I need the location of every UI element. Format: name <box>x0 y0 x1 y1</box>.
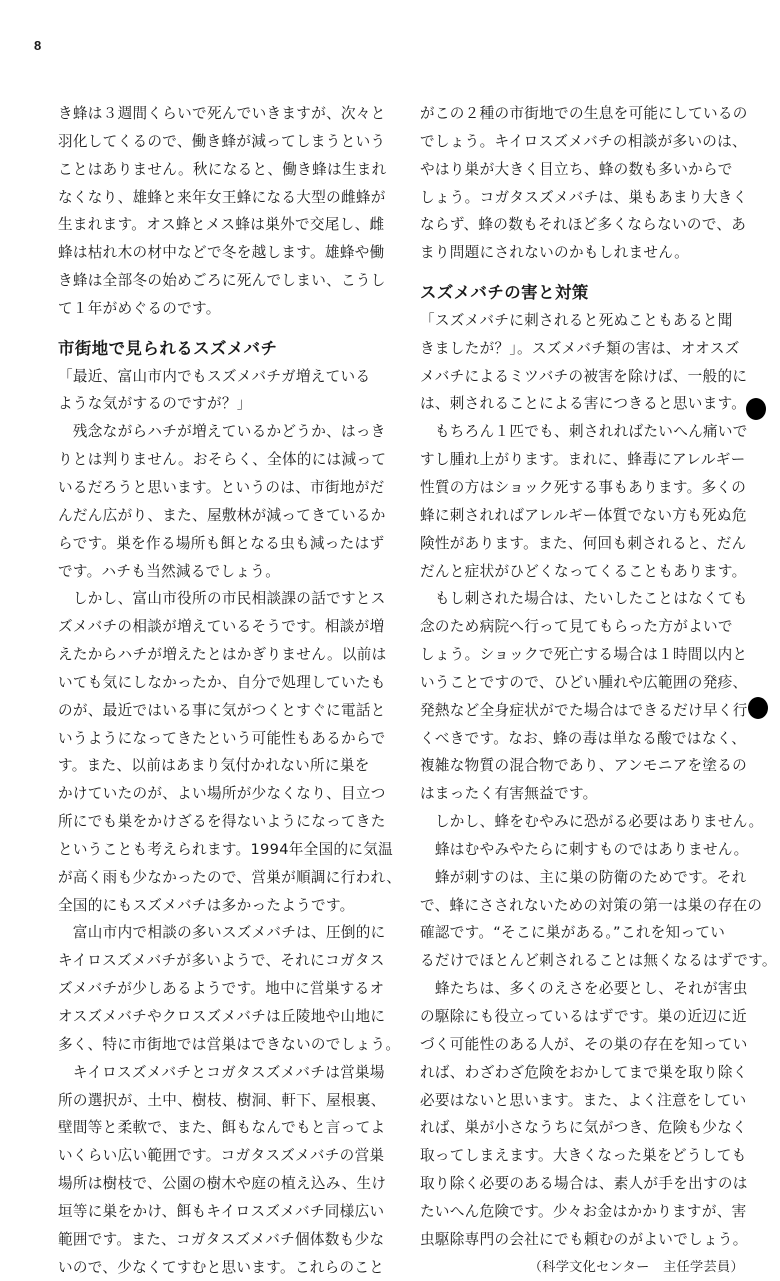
punch-hole <box>748 697 768 719</box>
text-line: 残念ながらハチが増えているかどうか、はっき <box>58 423 386 441</box>
author-credit: （科学文化センター 主任学芸員） <box>528 1259 744 1275</box>
text-line: しょう。ショックで死亡する場合は１時間以内と <box>420 646 748 664</box>
text-line: 垣等に巣をかけ、餌もキイロスズメバチ同様広い <box>58 1202 385 1220</box>
text-line: がこの２種の市街地での生息を可能にしているの <box>420 105 748 122</box>
text-line: 複雑な物質の混合物であり、アンモニアを塗るの <box>420 757 748 775</box>
text-line: いうことですので、ひどい腫れや広範囲の発疹、 <box>420 673 748 691</box>
text-line: 範囲です。また、コガタスズメバチ個体数も少な <box>58 1230 385 1248</box>
text-line: 場所は樹枝で、公園の樹木や庭の植え込み、生け <box>58 1175 387 1193</box>
section-heading: 市街地で見られるスズメバチ <box>58 338 278 358</box>
text-line: れば、わざわざ危険をおかしてまで巣を取り除く <box>420 1063 748 1081</box>
text-line: 多く、特に市街地では営巣はできないのでしょう。 <box>58 1035 401 1053</box>
text-line: だんと症状がひどくなってくることもあります。 <box>420 562 747 580</box>
text-line: き蜂は３週間くらいで死んでいきますが、次々と <box>58 105 386 122</box>
text-line: 蜂はむやみやたらに刺すものではありません。 <box>420 840 749 858</box>
text-line: は、刺されることによる害につきると思います。 <box>420 395 747 413</box>
text-line: づく可能性のある人が、その巣の存在を知ってい <box>420 1035 748 1053</box>
text-line: キイロスズメバチとコガタスズメバチは営巣場 <box>58 1063 385 1081</box>
punch-hole <box>746 398 766 420</box>
text-line: しかし、蜂をむやみに恐がる必要はありません。 <box>420 813 764 831</box>
text-line: 「スズメバチに刺されると死ぬこともあると聞 <box>420 311 733 329</box>
page-number: 8 <box>34 38 42 53</box>
text-line: らです。巣を作る場所も餌となる虫も減ったはず <box>58 534 385 552</box>
text-line: 確認です。“そこに巣がある。”これを知ってい <box>420 924 726 942</box>
text-line: オスズメバチやクロスズメバチは丘陵地や山地に <box>58 1008 386 1025</box>
text-line: きましたが？」。スズメバチ類の害は、オオスズ <box>420 339 740 357</box>
text-line: キイロスズメバチが多いようで、それにコガタス <box>58 952 385 970</box>
text-line: 取り除く必要のある場合は、素人が手を出すのは <box>420 1175 748 1193</box>
text-line: 念のため病院へ行って見てもらった方がよいで <box>420 618 733 636</box>
text-line: 虫駆除専門の会社にでも頼むのがよいでしょう。 <box>420 1230 748 1248</box>
text-line: 「最近、富山市内でもスズメバチガ増えている <box>58 367 371 385</box>
text-line: です。ハチも当然減るでしょう。 <box>58 562 281 580</box>
text-line: でしょう。キイロスズメバチの相談が多いのは、 <box>420 132 747 150</box>
text-line: もちろん１匹でも、刺されればたいへん痛いで <box>420 423 748 441</box>
text-line: ズメバチの相談が増えているそうです。相談が増 <box>58 618 385 636</box>
text-line: す。また、以前はあまり気付かれない所に巣を <box>58 757 370 775</box>
text-line: まり問題にされないのかもしれません。 <box>420 244 689 262</box>
text-line: くべきです。なお、蜂の毒は単なる酸ではなく、 <box>420 729 747 747</box>
text-line: たいへん危険です。少々お金はかかりますが、害 <box>420 1202 747 1220</box>
text-line: 全国的にもスズメバチは多かったようです。 <box>58 896 355 914</box>
text-line: き蜂は全部冬の始めごろに死んでしまい、こうし <box>58 272 386 290</box>
text-line: 富山市内で相談の多いスズメバチは、圧倒的に <box>58 924 386 942</box>
text-line: 所の選択が、土中、樹枝、樹洞、軒下、屋根裏、 <box>58 1091 386 1109</box>
text-line: しょう。コガタスズメバチは、巣もあまり大きく <box>420 188 748 206</box>
text-line: 蜂に刺されればアレルギー体質でない方も死ぬ危 <box>420 506 747 524</box>
text-line: 性質の方はショック死する事もあります。多くの <box>420 478 747 496</box>
text-line: なくなり、雄蜂と来年女王蜂になる大型の雌蜂が <box>58 188 386 206</box>
section-heading: スズメバチの害と対策 <box>420 283 589 303</box>
text-line: 取ってしまえます。大きくなった巣をどうしても <box>420 1147 747 1165</box>
text-line: のが、最近ではいる事に気がつくとすぐに電話と <box>58 701 386 719</box>
text-line: ズメバチが少しあるようです。地中に営巣するオ <box>58 980 385 998</box>
right-column <box>420 100 777 1281</box>
text-line: いので、少なくてすむと思います。これらのこと <box>58 1258 385 1276</box>
text-line: ということも考えられます。1994年全国的に気温 <box>58 840 394 858</box>
text-line: が高く雨も少なかったので、営巣が順調に行われ、 <box>58 868 402 886</box>
text-line: 壁間等と柔軟で、また、餌もなんでもと言ってよ <box>58 1119 386 1137</box>
text-line: すし腫れ上がります。まれに、蜂毒にアレルギー <box>420 451 746 469</box>
paragraph-gap <box>58 323 395 335</box>
text-line: て１年がめぐるのです。 <box>58 299 221 317</box>
text-line: 発熱など全身症状がでた場合はできるだけ早く行 <box>420 701 748 719</box>
text-line: れば、巣が小さなうちに気がつき、危険も少なく <box>420 1119 748 1137</box>
text-line: かけていたのが、よい場所が少なくなり、目立つ <box>58 785 386 803</box>
text-line: いるだろうと思います。というのは、市街地がだ <box>58 478 385 496</box>
text-line: 蜂たちは、多くのえさを必要とし、それが害虫 <box>420 980 748 998</box>
text-line: 険性があります。また、何回も刺されると、だん <box>420 534 747 552</box>
text-line: もし刺された場合は、たいしたことはなくても <box>420 590 748 608</box>
text-line: るだけでほとんど刺されることは無くなるはずです。 <box>420 952 777 970</box>
text-line: えたからハチが増えたとはかぎりません。以前は <box>58 646 387 664</box>
text-line: メバチによるミツバチの被害を除けば、一般的に <box>420 367 748 385</box>
text-line: 必要はないと思います。また、よく注意をしてい <box>420 1091 747 1109</box>
text-line: ことはありません。秋になると、働き蜂は生まれ <box>58 160 387 178</box>
text-line: やはり巣が大きく目立ち、蜂の数も多いからで <box>420 160 733 178</box>
text-line: しかし、富山市役所の市民相談課の話ですとス <box>58 590 386 608</box>
text-line: 蜂は枯れ木の材中などで冬を越します。雄蜂や働 <box>58 244 385 262</box>
text-line: 蜂が刺すのは、主に巣の防衛のためです。それ <box>420 868 747 886</box>
text-line: りとは判りません。おそらく、全体的には減って <box>58 451 387 469</box>
paragraph-gap <box>420 267 756 279</box>
text-line: 羽化してくるので、働き蜂が減ってしまうという <box>58 132 386 150</box>
text-line: いうようになってきたという可能性もあるからで <box>58 729 386 747</box>
text-line: の駆除にも役立っているはずです。巣の近辺に近 <box>420 1008 747 1025</box>
text-line: はまったく有害無益です。 <box>420 785 598 803</box>
text-line: ならず、蜂の数もそれほど多くならないので、あ <box>420 216 747 234</box>
text-line: 生まれます。オス蜂とメス蜂は巣外で交尾し、雌 <box>58 216 385 234</box>
text-line: いても気にしなかったか、自分で処理していたも <box>58 673 386 691</box>
text-line: いくらい広い範囲です。コガタスズメバチの営巣 <box>58 1147 385 1165</box>
text-line: ような気がするのですが？」 <box>58 395 252 413</box>
text-line: で、蜂にさされないための対策の第一は巣の存在の <box>420 896 763 914</box>
text-line: んだん広がり、また、屋敷林が減ってきているか <box>58 506 386 524</box>
text-line: 所にでも巣をかけざるを得ないようになってきた <box>58 813 386 831</box>
left-column <box>58 100 402 1281</box>
